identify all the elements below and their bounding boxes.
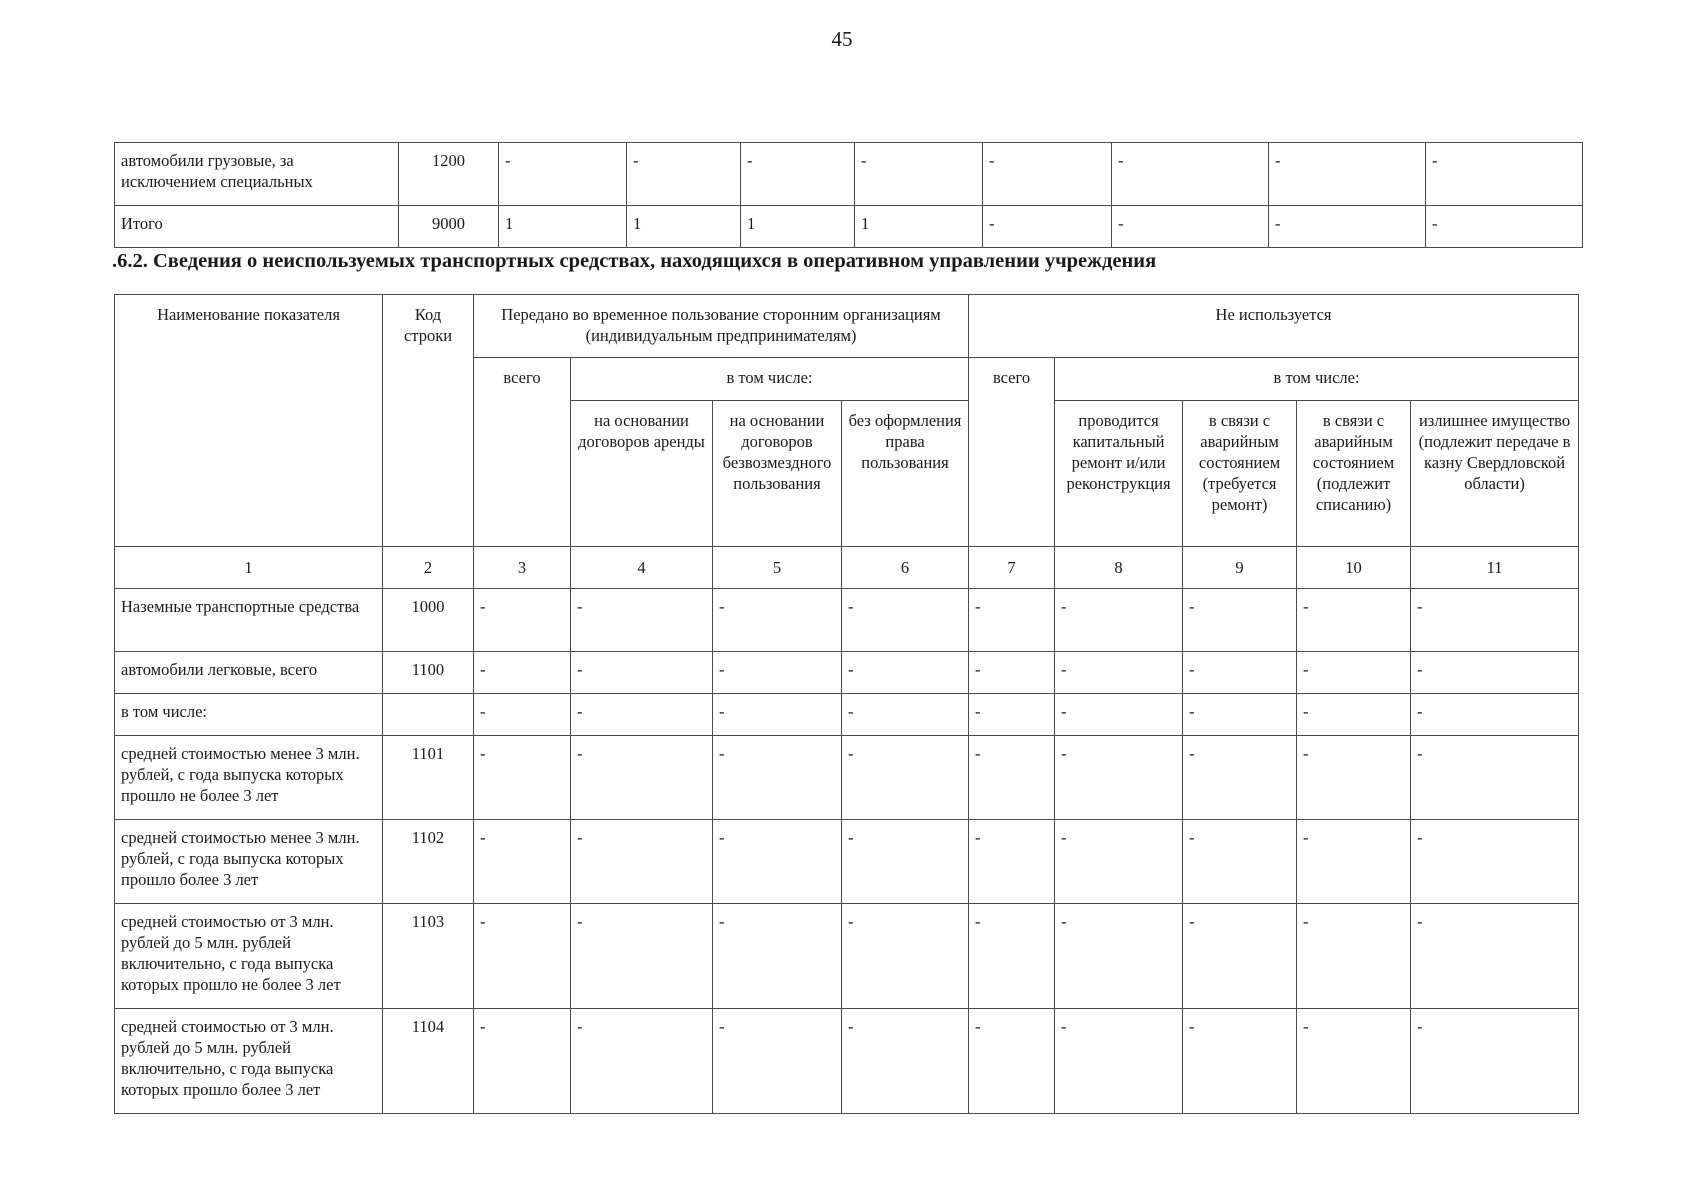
- row-value: -: [571, 904, 713, 1009]
- column-number: 5: [713, 547, 842, 589]
- column-number: 11: [1411, 547, 1579, 589]
- row-value: -: [1269, 206, 1426, 248]
- row-value: -: [1183, 820, 1297, 904]
- continued-table: [114, 142, 1583, 248]
- row-value: -: [1183, 694, 1297, 736]
- column-number: 3: [474, 547, 571, 589]
- header-emergency-repair: в связи с аварийным состоянием (требуется ремонт): [1183, 401, 1297, 547]
- row-name: автомобили легковые, всего: [115, 652, 383, 694]
- row-code: 1000: [383, 589, 474, 652]
- row-value: -: [1269, 143, 1426, 206]
- column-number: 10: [1297, 547, 1411, 589]
- row-value: -: [571, 1009, 713, 1114]
- row-value: -: [571, 694, 713, 736]
- table-row: [115, 820, 1579, 904]
- row-value: -: [1297, 904, 1411, 1009]
- row-value: -: [842, 1009, 969, 1114]
- table-row: [115, 736, 1579, 820]
- row-code: 1200: [399, 143, 499, 206]
- row-value: -: [713, 1009, 842, 1114]
- row-code: 1103: [383, 904, 474, 1009]
- row-value: -: [627, 143, 741, 206]
- row-value: -: [1297, 736, 1411, 820]
- row-value: -: [983, 143, 1112, 206]
- row-value: -: [855, 143, 983, 206]
- row-value: -: [474, 736, 571, 820]
- row-value: -: [1426, 143, 1583, 206]
- row-code: 1104: [383, 1009, 474, 1114]
- row-value: -: [1183, 652, 1297, 694]
- row-code: 1101: [383, 736, 474, 820]
- unused-vehicles-table: [114, 294, 1579, 1114]
- row-value: -: [1411, 694, 1579, 736]
- row-value: -: [1183, 589, 1297, 652]
- row-value: -: [842, 904, 969, 1009]
- row-value: -: [713, 652, 842, 694]
- header-emergency-writeoff: в связи с аварийным состоянием (подлежит списанию): [1297, 401, 1411, 547]
- header-name: Наименование показателя: [115, 295, 383, 547]
- row-code: [383, 694, 474, 736]
- column-number: 9: [1183, 547, 1297, 589]
- row-value: 1: [741, 206, 855, 248]
- row-value: -: [1411, 589, 1579, 652]
- row-value: -: [571, 589, 713, 652]
- table-row: [115, 904, 1579, 1009]
- column-number: 2: [383, 547, 474, 589]
- row-value: -: [474, 589, 571, 652]
- row-value: -: [1411, 736, 1579, 820]
- column-number: 1: [115, 547, 383, 589]
- row-value: -: [1411, 820, 1579, 904]
- header-repair: проводится капитальный ремонт и/или реконструкция: [1055, 401, 1183, 547]
- row-value: -: [1112, 206, 1269, 248]
- row-value: -: [474, 904, 571, 1009]
- row-value: -: [713, 904, 842, 1009]
- row-value: -: [1297, 1009, 1411, 1114]
- row-value: 1: [627, 206, 741, 248]
- row-value: -: [713, 736, 842, 820]
- row-name: Итого: [115, 206, 399, 248]
- header-total-not-used: всего: [969, 358, 1055, 547]
- row-value: -: [474, 820, 571, 904]
- row-value: -: [571, 736, 713, 820]
- header-not-used: Не используется: [969, 295, 1579, 358]
- row-code: 1100: [383, 652, 474, 694]
- header-surplus: излишнее имущество (подлежит передаче в казну Свердловской области): [1411, 401, 1579, 547]
- header-no-right: без оформления права пользования: [842, 401, 969, 547]
- row-value: -: [842, 589, 969, 652]
- row-value: -: [969, 1009, 1055, 1114]
- row-value: -: [571, 820, 713, 904]
- row-code: 1102: [383, 820, 474, 904]
- header-lease: на основании договоров аренды: [571, 401, 713, 547]
- row-value: -: [842, 694, 969, 736]
- row-value: -: [499, 143, 627, 206]
- row-value: -: [1183, 1009, 1297, 1114]
- table-row: [115, 1009, 1579, 1114]
- row-value: 1: [855, 206, 983, 248]
- row-value: -: [842, 820, 969, 904]
- page-number: 45: [831, 27, 853, 51]
- row-value: -: [1411, 904, 1579, 1009]
- row-value: -: [1183, 904, 1297, 1009]
- row-value: -: [842, 736, 969, 820]
- row-value: -: [1055, 820, 1183, 904]
- row-value: -: [1055, 694, 1183, 736]
- row-value: -: [1297, 694, 1411, 736]
- row-value: -: [969, 694, 1055, 736]
- header-including-not-used: в том числе:: [1055, 358, 1579, 401]
- row-value: -: [1426, 206, 1583, 248]
- row-name: Наземные транспортные средства: [115, 589, 383, 652]
- row-value: -: [983, 206, 1112, 248]
- row-value: -: [969, 820, 1055, 904]
- column-number: 4: [571, 547, 713, 589]
- row-value: -: [1411, 1009, 1579, 1114]
- row-value: -: [571, 652, 713, 694]
- row-value: -: [969, 736, 1055, 820]
- row-name: средней стоимостью от 3 млн. рублей до 5 млн. рублей включительно, с года выпуска которых прошло более 3 лет: [115, 1009, 383, 1114]
- column-numbers-row: [115, 547, 1579, 589]
- row-name: автомобили грузовые, за исключением специальных: [115, 143, 399, 206]
- row-value: -: [1055, 652, 1183, 694]
- row-value: -: [713, 694, 842, 736]
- row-value: -: [741, 143, 855, 206]
- row-value: -: [1297, 652, 1411, 694]
- row-value: -: [1297, 820, 1411, 904]
- section-title: .6.2. Сведения о неиспользуемых транспортных средствах, находящихся в оперативном управлении учреждения: [112, 250, 1157, 272]
- row-value: -: [842, 652, 969, 694]
- table-row: [115, 143, 1583, 206]
- column-number: 7: [969, 547, 1055, 589]
- row-value: -: [474, 1009, 571, 1114]
- table-row: [115, 206, 1583, 248]
- column-number: 8: [1055, 547, 1183, 589]
- row-value: 1: [499, 206, 627, 248]
- row-value: -: [1055, 904, 1183, 1009]
- row-value: -: [713, 820, 842, 904]
- row-name: средней стоимостью менее 3 млн. рублей, с года выпуска которых прошло более 3 лет: [115, 820, 383, 904]
- column-number: 6: [842, 547, 969, 589]
- header-transferred: Передано во временное пользование сторонним организациям (индивидуальным предпринимателям): [474, 295, 969, 358]
- row-value: -: [474, 694, 571, 736]
- table-row: [115, 589, 1579, 652]
- row-value: -: [1112, 143, 1269, 206]
- row-value: -: [474, 652, 571, 694]
- row-value: -: [969, 652, 1055, 694]
- table-row: [115, 694, 1579, 736]
- row-value: -: [969, 904, 1055, 1009]
- row-name: в том числе:: [115, 694, 383, 736]
- table-row: [115, 652, 1579, 694]
- row-value: -: [1055, 589, 1183, 652]
- header-code: Код строки: [383, 295, 474, 547]
- row-name: средней стоимостью менее 3 млн. рублей, с года выпуска которых прошло не более 3 лет: [115, 736, 383, 820]
- row-value: -: [713, 589, 842, 652]
- row-value: -: [1055, 1009, 1183, 1114]
- row-value: -: [1055, 736, 1183, 820]
- row-value: -: [969, 589, 1055, 652]
- row-value: -: [1183, 736, 1297, 820]
- header-including-transferred: в том числе:: [571, 358, 969, 401]
- row-value: -: [1297, 589, 1411, 652]
- row-code: 9000: [399, 206, 499, 248]
- header-total-transferred: всего: [474, 358, 571, 547]
- row-value: -: [1411, 652, 1579, 694]
- header-free-use: на основании договоров безвозмездного пользования: [713, 401, 842, 547]
- row-name: средней стоимостью от 3 млн. рублей до 5 млн. рублей включительно, с года выпуска которых прошло не более 3 лет: [115, 904, 383, 1009]
